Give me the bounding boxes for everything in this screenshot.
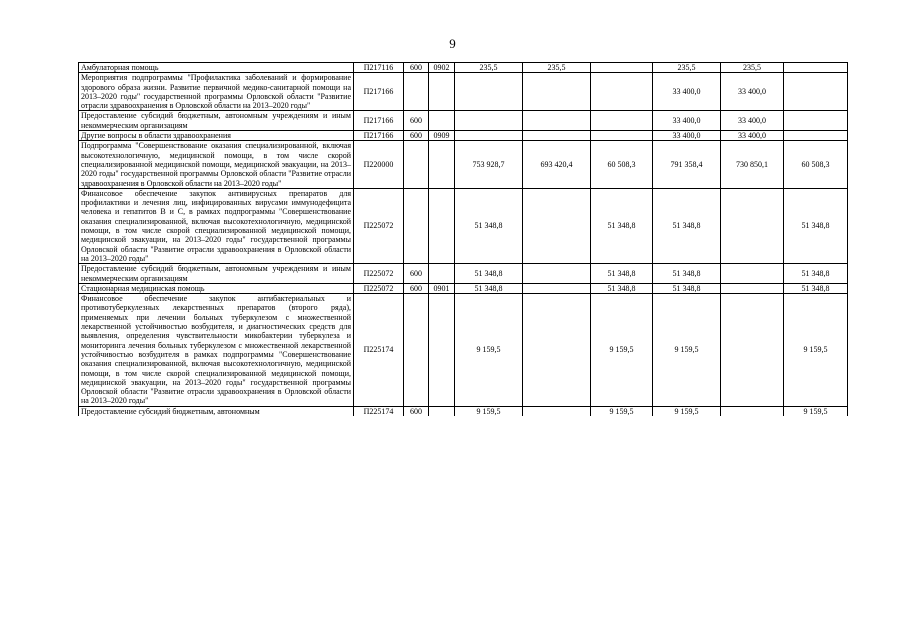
row-value-3: 9 159,5: [591, 294, 653, 407]
row-code: П217166: [354, 111, 404, 131]
row-section: [429, 264, 455, 284]
row-section: [429, 141, 455, 188]
row-section: [429, 294, 455, 407]
row-expense-type: [404, 294, 429, 407]
row-value-1: [455, 111, 523, 131]
row-value-6: 51 348,8: [784, 283, 848, 293]
row-value-2: [523, 131, 591, 141]
row-code: П217116: [354, 63, 404, 73]
row-value-4: 33 400,0: [653, 111, 721, 131]
row-value-6: 9 159,5: [784, 406, 848, 416]
row-code: П225072: [354, 188, 404, 263]
row-value-5: 235,5: [721, 63, 784, 73]
row-value-2: [523, 283, 591, 293]
row-code: П225072: [354, 264, 404, 284]
row-value-6: 51 348,8: [784, 188, 848, 263]
row-section: [429, 406, 455, 416]
row-value-2: 693 420,4: [523, 141, 591, 188]
row-code: П225072: [354, 283, 404, 293]
row-name: Другие вопросы в области здравоохранения: [79, 131, 354, 141]
row-value-4: 51 348,8: [653, 188, 721, 263]
row-value-3: 51 348,8: [591, 283, 653, 293]
row-value-1: 753 928,7: [455, 141, 523, 188]
table-row: [79, 283, 848, 293]
row-name: Предоставление субсидий бюджетным, автономным учреждениям и иным некоммерческим организациям: [79, 111, 354, 131]
row-value-6: 60 508,3: [784, 141, 848, 188]
row-value-6: 51 348,8: [784, 264, 848, 284]
table-row: [79, 264, 848, 284]
row-name: Предоставление субсидий бюджетным, автономным: [79, 406, 354, 416]
row-section: [429, 73, 455, 111]
row-section: [429, 111, 455, 131]
row-value-2: 235,5: [523, 63, 591, 73]
row-value-3: 9 159,5: [591, 406, 653, 416]
row-code: П225174: [354, 294, 404, 407]
row-value-5: [721, 406, 784, 416]
row-name: Финансовое обеспечение закупок антивирусных препаратов для профилактики и лечения лиц, инфицированных вирусами иммунодефицита человека и гепатитов В и С, в рамках подпрограммы "Совершенствование оказания специализированной, включая высокотехнологичную, медицинской помощи, в том числе скорой специализированной медицинской помощи, медицинской эвакуации, на 2013–2020 годы" государственной программы Орловской области "Развитие отрасли здравоохранения в Орловской области на 2013–2020 годы": [79, 188, 354, 263]
row-name: Подпрограмма "Совершенствование оказания специализированной, включая высокотехнологичную, медицинской помощи, в том числе скорой специализированной медицинской помощи, медицинской эвакуации, на 2013–2020 годы" государственной программы Орловской области "Развитие отрасли здравоохранения в Орловской области на 2013–2020 годы": [79, 141, 354, 188]
row-value-5: [721, 294, 784, 407]
budget-table: [78, 62, 848, 416]
row-expense-type: [404, 73, 429, 111]
row-name: Стационарная медицинская помощь: [79, 283, 354, 293]
table-row: [79, 111, 848, 131]
row-value-4: 33 400,0: [653, 131, 721, 141]
row-value-2: [523, 406, 591, 416]
row-name: Мероприятия подпрограммы "Профилактика заболеваний и формирование здорового образа жизни. Развитие первичной медико-санитарной помощи на 2013–2020 годы" государственной программы Орловской области "Развитие отрасли здравоохранения в Орловской области на 2013–2020 годы": [79, 73, 354, 111]
row-value-4: 33 400,0: [653, 73, 721, 111]
row-value-1: 235,5: [455, 63, 523, 73]
row-value-2: [523, 111, 591, 131]
row-code: П220000: [354, 141, 404, 188]
table-row: [79, 131, 848, 141]
row-expense-type: 600: [404, 406, 429, 416]
row-value-5: 33 400,0: [721, 73, 784, 111]
row-value-5: [721, 283, 784, 293]
row-value-3: [591, 111, 653, 131]
table-row: [79, 188, 848, 263]
row-value-2: [523, 294, 591, 407]
row-value-1: [455, 73, 523, 111]
row-value-4: 51 348,8: [653, 283, 721, 293]
row-value-4: 9 159,5: [653, 294, 721, 407]
row-value-1: [455, 131, 523, 141]
row-expense-type: [404, 188, 429, 263]
row-value-1: 9 159,5: [455, 406, 523, 416]
row-value-1: 51 348,8: [455, 188, 523, 263]
row-value-3: [591, 63, 653, 73]
row-expense-type: 600: [404, 283, 429, 293]
table-body: [79, 63, 848, 416]
row-name: Финансовое обеспечение закупок антибактериальных и противотуберкулезных лекарственных препаратов (второго ряда), применяемых при лечении больных туберкулезом с множественной лекарственной устойчивостью возбудителя, и диагностических средств для выявления, определения чувствительности микобактерии туберкулеза и мониторинга лечения больных туберкулезом с множественной лекарственной устойчивостью возбудителя в рамках подпрограммы "Совершенствование оказания специализированной, включая высокотехнологичную, медицинской помощи, в том числе скорой специализированной медицинской помощи, медицинской эвакуации, на 2013–2020 годы" государственной программы Орловской области "Развитие отрасли здравоохранения в Орловской области на 2013–2020 годы": [79, 294, 354, 407]
row-value-3: 60 508,3: [591, 141, 653, 188]
row-value-3: 51 348,8: [591, 188, 653, 263]
row-code: П225174: [354, 406, 404, 416]
row-name: Амбулаторная помощь: [79, 63, 354, 73]
row-section: [429, 188, 455, 263]
table-row: [79, 294, 848, 407]
row-value-6: [784, 131, 848, 141]
row-section: 0901: [429, 283, 455, 293]
row-value-2: [523, 188, 591, 263]
row-value-6: 9 159,5: [784, 294, 848, 407]
row-value-4: 791 358,4: [653, 141, 721, 188]
table-row: [79, 406, 848, 416]
row-value-3: [591, 131, 653, 141]
row-expense-type: 600: [404, 131, 429, 141]
row-expense-type: 600: [404, 111, 429, 131]
row-value-5: [721, 188, 784, 263]
row-value-6: [784, 73, 848, 111]
row-value-6: [784, 63, 848, 73]
row-value-4: 9 159,5: [653, 406, 721, 416]
row-section: 0909: [429, 131, 455, 141]
row-value-2: [523, 73, 591, 111]
row-value-3: [591, 73, 653, 111]
page-number: 9: [449, 36, 456, 51]
row-value-1: 51 348,8: [455, 283, 523, 293]
row-value-5: 33 400,0: [721, 111, 784, 131]
row-code: П217166: [354, 73, 404, 111]
row-expense-type: [404, 141, 429, 188]
row-value-4: 235,5: [653, 63, 721, 73]
row-expense-type: 600: [404, 264, 429, 284]
row-value-2: [523, 264, 591, 284]
row-value-4: 51 348,8: [653, 264, 721, 284]
row-value-5: 33 400,0: [721, 131, 784, 141]
row-expense-type: 600: [404, 63, 429, 73]
row-value-6: [784, 111, 848, 131]
table-row: [79, 63, 848, 73]
row-value-1: 51 348,8: [455, 264, 523, 284]
row-code: П217166: [354, 131, 404, 141]
row-value-5: [721, 264, 784, 284]
row-section: 0902: [429, 63, 455, 73]
row-value-1: 9 159,5: [455, 294, 523, 407]
table-row: [79, 141, 848, 188]
row-value-3: 51 348,8: [591, 264, 653, 284]
row-name: Предоставление субсидий бюджетным, автономным учреждениям и иным некоммерческим организациям: [79, 264, 354, 284]
row-value-5: 730 850,1: [721, 141, 784, 188]
table-row: [79, 73, 848, 111]
